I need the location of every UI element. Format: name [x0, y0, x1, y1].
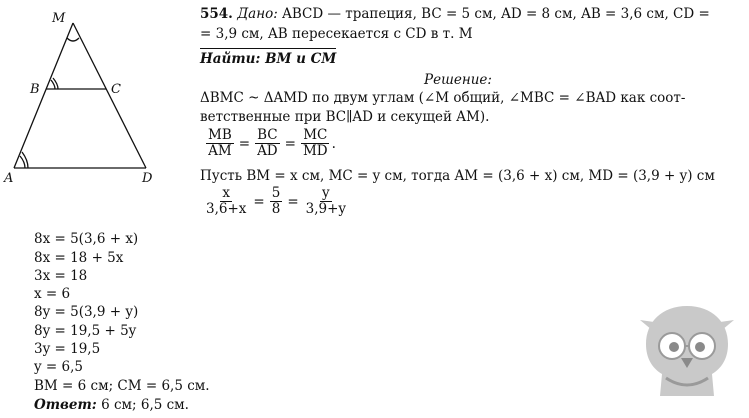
answer-line — [34, 397, 189, 413]
answer-label: Ответ: — [34, 397, 97, 413]
fraction-5-8: $\frac{5}{8}$ — [271, 185, 281, 217]
label-m: M — [52, 11, 66, 26]
label-d: D — [142, 171, 153, 186]
step-7: 3y = 19,5 — [34, 341, 101, 357]
step-8: y = 6,5 — [34, 359, 83, 375]
ratio-end: . — [331, 135, 336, 152]
professor-owl-logo-icon — [632, 300, 742, 410]
angle-m-arc — [67, 38, 79, 41]
substituted-ratio: $\frac{x}{3,6+x}$ = $\frac{5}{8}$ = $\frac{y}{3,9+y}$ — [206, 185, 347, 217]
answer-value: 6 см; 6,5 см. — [101, 397, 189, 413]
angle-b-arc2 — [51, 80, 55, 89]
label-b: B — [30, 82, 40, 97]
side-md — [73, 23, 146, 168]
fraction-bc-ad: $\frac{BC}{AD}$ — [257, 127, 278, 159]
step-4: x = 6 — [34, 286, 71, 302]
step-9: BM = 6 см; CM = 6,5 см. — [34, 378, 210, 394]
step-5: 8y = 5(3,9 + y) — [34, 304, 139, 320]
fraction-mb-am: $\frac{MB}{AM}$ — [208, 127, 232, 159]
step-6: 8y = 19,5 + 5y — [34, 323, 137, 339]
step-1: 8x = 5(3,6 + x) — [34, 231, 139, 247]
fraction-y: $\frac{y}{3,9+y}$ — [305, 185, 347, 217]
problem-given-line — [200, 6, 710, 22]
solution-line-2: ветственные при BC∥AD и секущей AM). — [200, 109, 490, 125]
side-ma — [14, 23, 73, 168]
find-text: Найти: BM и CM — [200, 51, 337, 67]
solution-heading: Решение: — [424, 72, 492, 88]
fraction-x: $\frac{x}{3,6+x}$ — [206, 185, 247, 217]
label-a: A — [4, 171, 14, 186]
label-c: C — [111, 82, 121, 97]
angle-a-arc2 — [20, 156, 25, 168]
solution-line-1: ΔBMC ~ ΔAMD по двум углам (∠M общий, ∠MBC = ∠BAD как соот- — [200, 90, 686, 106]
given-line-2: = 3,9 см, AB пересекается с CD в т. M — [200, 26, 473, 42]
similarity-ratio: $\frac{MB}{AM}$ = $\frac{BC}{AD}$ = $\frac{MC}{MD}$ . — [208, 127, 336, 159]
step-3: 3x = 18 — [34, 268, 88, 284]
problem-number: 554. — [200, 6, 233, 22]
given-label: Дано: — [237, 6, 278, 22]
trapezoid-figure — [0, 0, 190, 190]
let-line: Пусть BM = x см, MC = y см, тогда AM = (3,6 + x) см, MD = (3,9 + y) см — [200, 168, 715, 184]
given-text: ABCD — трапеция, BC = 5 см, AD = 8 см, AB = 3,6 см, CD = — [282, 6, 710, 22]
find-line — [200, 48, 336, 67]
fraction-mc-md: $\frac{MC}{MD}$ — [302, 127, 328, 159]
step-2: 8x = 18 + 5x — [34, 250, 124, 266]
